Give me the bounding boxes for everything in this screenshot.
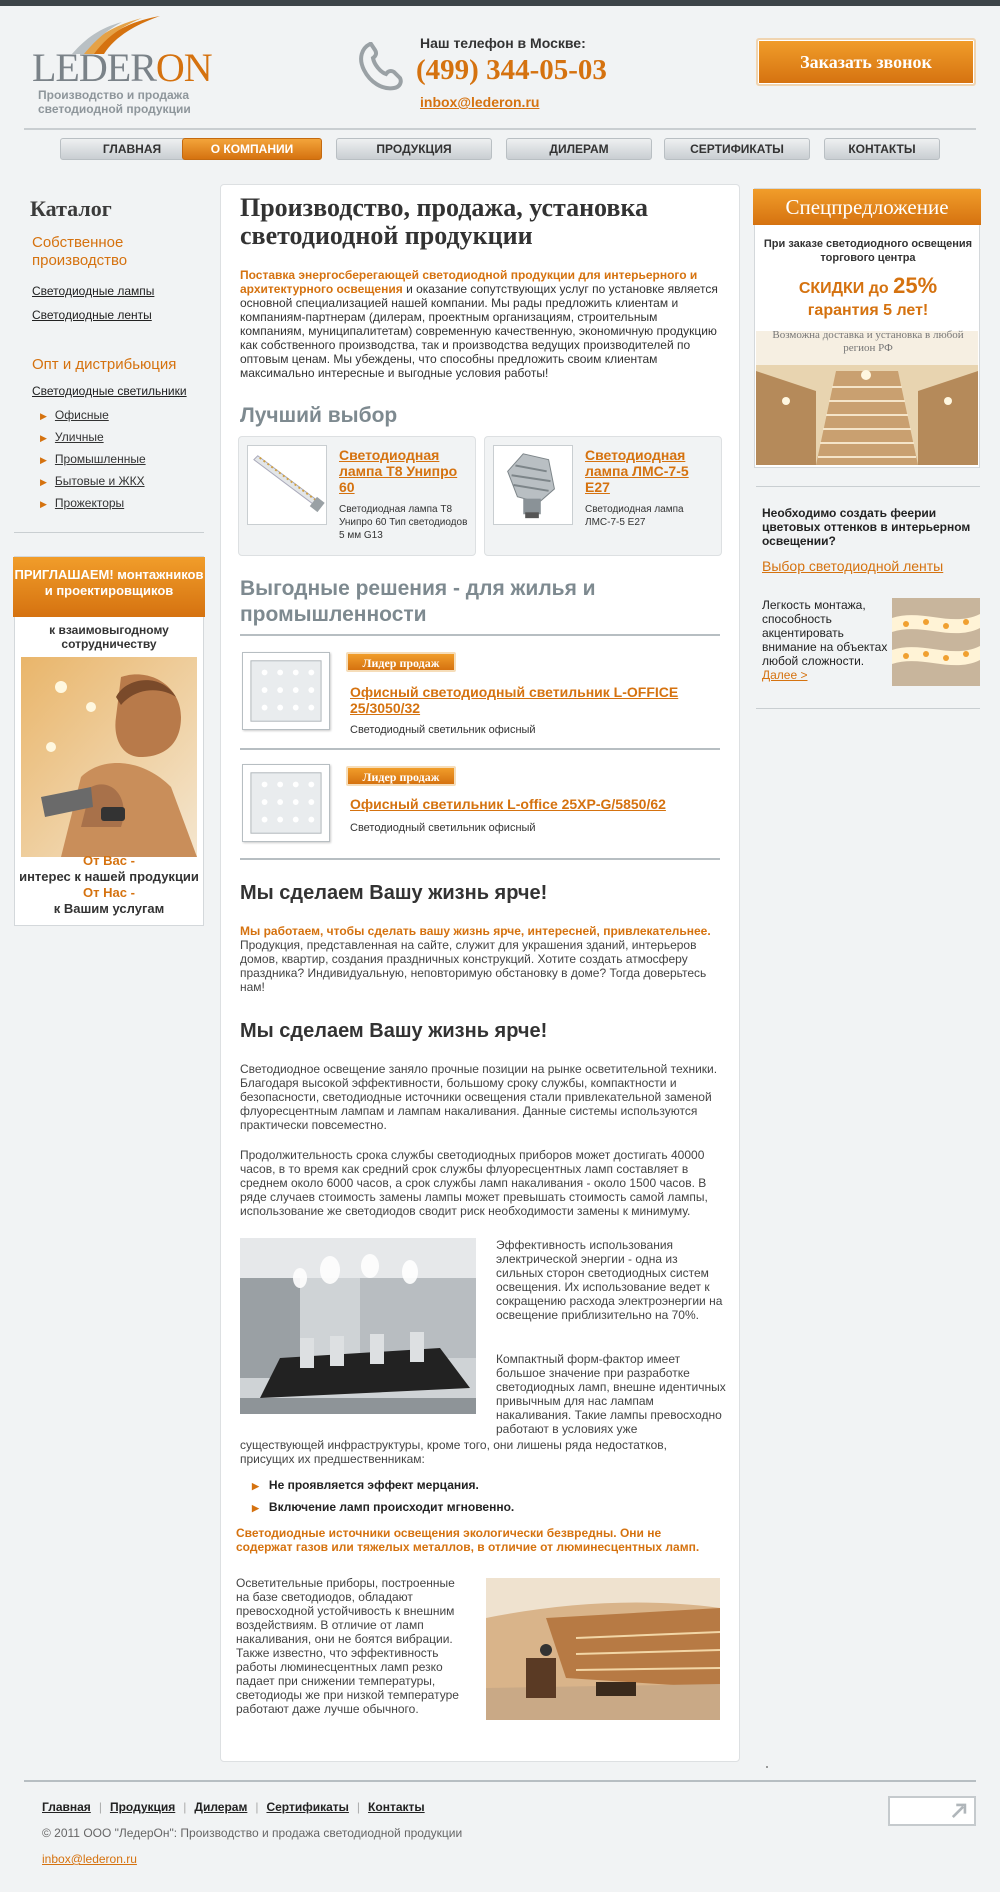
nav-contacts[interactable]: КОНТАКТЫ <box>824 138 940 160</box>
special-offer-delivery: Возможна доставка и установка в любой регион РФ <box>772 329 964 354</box>
text-paragraph: Продолжительность срока службы светодиодных приборов может достигать 40000 часов, в то время как средний срок службы флуоресцентных ламп составляет в среднем около 6000 часов, а срок службы ламп накаливания - около 1500 часов. В ряде случаев стоимость замены лампы может превышать стоимость самой лампы, использование же светодиодов сводит риск необходимости замены к минимуму. <box>240 1148 708 1218</box>
footer-link-dealers[interactable]: Дилерам <box>194 1800 248 1814</box>
store-interior-photo <box>486 1578 720 1720</box>
tube-lamp-image <box>247 445 327 525</box>
footer-link-contacts[interactable]: Контакты <box>368 1800 425 1814</box>
nav-home[interactable]: ГЛАВНАЯ <box>60 138 204 160</box>
solution-name-link[interactable]: Офисный светодиодный светильник L-OFFICE 25/3050/32 <box>350 684 679 716</box>
arrow-right-icon: ▶ <box>40 477 47 487</box>
arrow-right-icon: ▶ <box>40 433 47 443</box>
product-description: Светодиодная лампа ЛМС-7-5 Е27 <box>585 504 684 528</box>
best-seller-badge: Лидер продаж <box>346 652 456 672</box>
copyright: © 2011 ООО "ЛедерОн": Производство и продажа светодиодной продукции <box>42 1826 463 1840</box>
catalog-sub-industrial[interactable]: ▶ Промышленные <box>40 452 146 466</box>
external-link-icon[interactable] <box>888 1796 976 1826</box>
invite-offer: От Вас - интерес к нашей продукции От Нас - к Вашим услугам <box>19 853 199 916</box>
catalog-sub-street[interactable]: ▶ Уличные <box>40 430 104 444</box>
solution-description: Светодиодный светильник офисный <box>350 822 536 834</box>
installer-photo <box>21 657 197 857</box>
catalog-link-led-strips[interactable]: Светодиодные ленты <box>32 308 152 322</box>
best-choice-heading: Лучший выбор <box>240 404 398 427</box>
product-name-link[interactable]: Светодиодная лампа T8 Унипро 60 <box>339 447 458 495</box>
logo[interactable]: LEDERON <box>32 45 212 90</box>
solution-name-link[interactable]: Офисный светильник L-office 25XP-G/5850/62 <box>350 796 666 812</box>
section-heading: Мы сделаем Вашу жизнь ярче! <box>240 1020 548 1042</box>
solution-description: Светодиодный светильник офисный <box>350 724 536 736</box>
catalog-title: Каталог <box>30 196 112 221</box>
strip-selection-link[interactable]: Выбор светодиодной ленты <box>762 558 944 574</box>
nav-about[interactable]: О КОМПАНИИ <box>182 138 322 160</box>
more-link[interactable]: Далее > <box>762 668 808 682</box>
nav-certificates[interactable]: СЕРТИФИКАТЫ <box>664 138 810 160</box>
text-paragraph: Мы работаем, чтобы сделать вашу жизнь ярче, интересней, привлекательнее. Продукция, представленная на сайте, служит для украшения зданий, интерьеров домов, квартир, создания праздничных конструкций. Хотите создать атмосферу праздника? Индивидуальную, неповторимую обстановку в доме? Тогда доверьтесь нам! <box>240 924 711 994</box>
section-divider <box>240 634 720 636</box>
footer-nav: Главная | Продукция | Дилерам | Сертификаты | Контакты <box>42 1800 425 1814</box>
strip-question: Необходимо создать феерии цветовых оттенков в интерьерном освещении? <box>762 506 971 548</box>
top-bar <box>0 0 1000 6</box>
text-paragraph: Эффективность использования электрической энергии - одна из сильных сторон светодиодных систем освещения. Их использование ведет к сокращению расхода электроэнергии на освещение приблизительно на 70%. <box>496 1238 723 1322</box>
text-paragraph: существующей инфраструктуры, кроме того, они лишены ряда недостатков, присущих их предшественникам: <box>240 1438 667 1466</box>
footer-link-products[interactable]: Продукция <box>109 1800 176 1814</box>
catalog-section-wholesale: Опт и дистрибьюция <box>32 356 177 373</box>
footer-divider <box>24 1780 976 1782</box>
list-item: ▶ Включение ламп происходит мгновенно. <box>252 1500 515 1514</box>
product-card[interactable] <box>484 436 722 556</box>
list-item: ▶ Не проявляется эффект мерцания. <box>252 1478 479 1492</box>
section-divider <box>240 858 720 860</box>
catalog-sub-floodlights[interactable]: ▶ Прожекторы <box>40 496 125 510</box>
arrow-right-icon: ▶ <box>40 455 47 465</box>
invite-banner[interactable] <box>14 556 204 926</box>
phone-icon <box>356 40 406 92</box>
callback-button[interactable]: Заказать звонок <box>756 38 976 86</box>
sidebar-divider <box>756 486 980 487</box>
arrow-right-icon: ▶ <box>40 499 47 509</box>
section-heading: Мы сделаем Вашу жизнь ярче! <box>240 882 548 904</box>
special-offer-banner[interactable] <box>754 188 980 468</box>
catalog-section-own-production: Собственное производство <box>32 234 128 269</box>
invite-subtitle: к взаимовыгодному сотрудничеству <box>49 623 169 651</box>
decor-dot <box>766 1766 768 1768</box>
special-offer-text: При заказе светодиодного освещения торгового центра <box>763 238 973 264</box>
solutions-heading: Выгодные решения - для жилья и промышленности <box>240 577 596 626</box>
catalog-sub-household[interactable]: ▶ Бытовые и ЖКХ <box>40 474 145 488</box>
page-title: Производство, продажа, установка светодиодной продукции <box>240 193 649 250</box>
invite-heading: ПРИГЛАШАЕМ! монтажников и проектировщиков <box>13 557 205 617</box>
text-paragraph: Осветительные приборы, построенные на базе светодиодов, обладают превосходной устойчивость к внешним воздействиям. В отличие от ламп накаливания, они не боятся вибрации. Также известно, что эффективность работы люминесцентных ламп резко падает при снижении температуры, светодиоды же при низкой температуре работают даже лучше обычного. <box>236 1576 459 1716</box>
catalog-link-led-fixtures[interactable]: Светодиодные светильники <box>32 384 187 398</box>
bulb-lamp-image <box>493 445 573 525</box>
special-offer-heading: Спецпредложение <box>753 189 981 225</box>
product-name-link[interactable]: Светодиодная лампа ЛМС-7-5 Е27 <box>585 447 689 495</box>
catalog-sub-office[interactable]: ▶ Офисные <box>40 408 109 422</box>
header-email-link[interactable]: inbox@lederon.ru <box>420 94 540 110</box>
nav-products[interactable]: ПРОДУКЦИЯ <box>336 138 492 160</box>
led-strip-photo <box>892 598 980 686</box>
arrow-right-icon: ▶ <box>40 411 47 421</box>
phone-label: Наш телефон в Москве: <box>420 35 586 51</box>
product-description: Светодиодная лампа T8 Унипро 60 Тип светодиодов 5 мм G13 <box>339 504 468 541</box>
sidebar-divider <box>756 708 980 709</box>
strip-promo-text: Легкость монтажа, способность акцентировать внимание на объектах любой сложности. Далее > <box>762 598 888 682</box>
header-divider <box>24 128 976 130</box>
intro-paragraph: Поставка энергосберегающей светодиодной продукции для интерьерного и архитектурного освещения и оказание сопутствующих услуг по установке является основной специализацией нашей компании. Мы рады предложить клиентам и компаниям-партнерам (дилерам, проектным организациям, строительным компаниям, муниципалитетам) современную качественную, экономичную продукцию как собственного производства, так и производства ведущих производителей по оптовым ценам. Мы убеждены, что способны предложить своим клиентам максимально интересные и выгодные условия работы! <box>240 268 718 380</box>
text-paragraph: Компактный форм-фактор имеет большое значение при разработке светодиодных ламп, внешне идентичных привычным для нас лампам накаливания. Такие лампы превосходно работают в условиях уже <box>496 1352 726 1436</box>
best-seller-badge: Лидер продаж <box>346 766 456 786</box>
office-fixture-image <box>242 652 330 730</box>
text-paragraph: Светодиодное освещение заняло прочные позиции на рынке осветительной техники. Благодаря высокой эффективности, большому сроку службы, компактности и безопасности, светодиодные источники освещения стали привлекательной заменой флуоресцентным лампам и лампам накаливания. Данные системы используются практически повсеместно. <box>240 1062 718 1132</box>
footer-link-home[interactable]: Главная <box>42 1800 91 1814</box>
nav-dealers[interactable]: ДИЛЕРАМ <box>506 138 652 160</box>
office-fixture-image <box>242 764 330 842</box>
phone-number: (499) 344-05-03 <box>416 54 607 86</box>
section-divider <box>240 748 720 750</box>
office-interior-photo <box>240 1238 476 1414</box>
arrow-right-icon: ▶ <box>252 1503 259 1513</box>
arrow-right-icon: ▶ <box>252 1481 259 1491</box>
sidebar-divider <box>14 532 204 533</box>
footer-email-link[interactable]: inbox@lederon.ru <box>42 1852 137 1866</box>
product-card[interactable] <box>238 436 476 556</box>
catalog-link-led-lamps[interactable]: Светодиодные лампы <box>32 284 155 298</box>
eco-highlight: Светодиодные источники освещения экологически безвредны. Они не содержат газов или тяжелых металлов, в отличие от люминесцентных ламп. <box>236 1526 700 1554</box>
logo-tagline: Производство и продажа светодиодной продукции <box>38 88 191 116</box>
special-offer-discount: СКИДКИ до 25% гарантия 5 лет! <box>798 273 938 319</box>
footer-link-certificates[interactable]: Сертификаты <box>266 1800 349 1814</box>
